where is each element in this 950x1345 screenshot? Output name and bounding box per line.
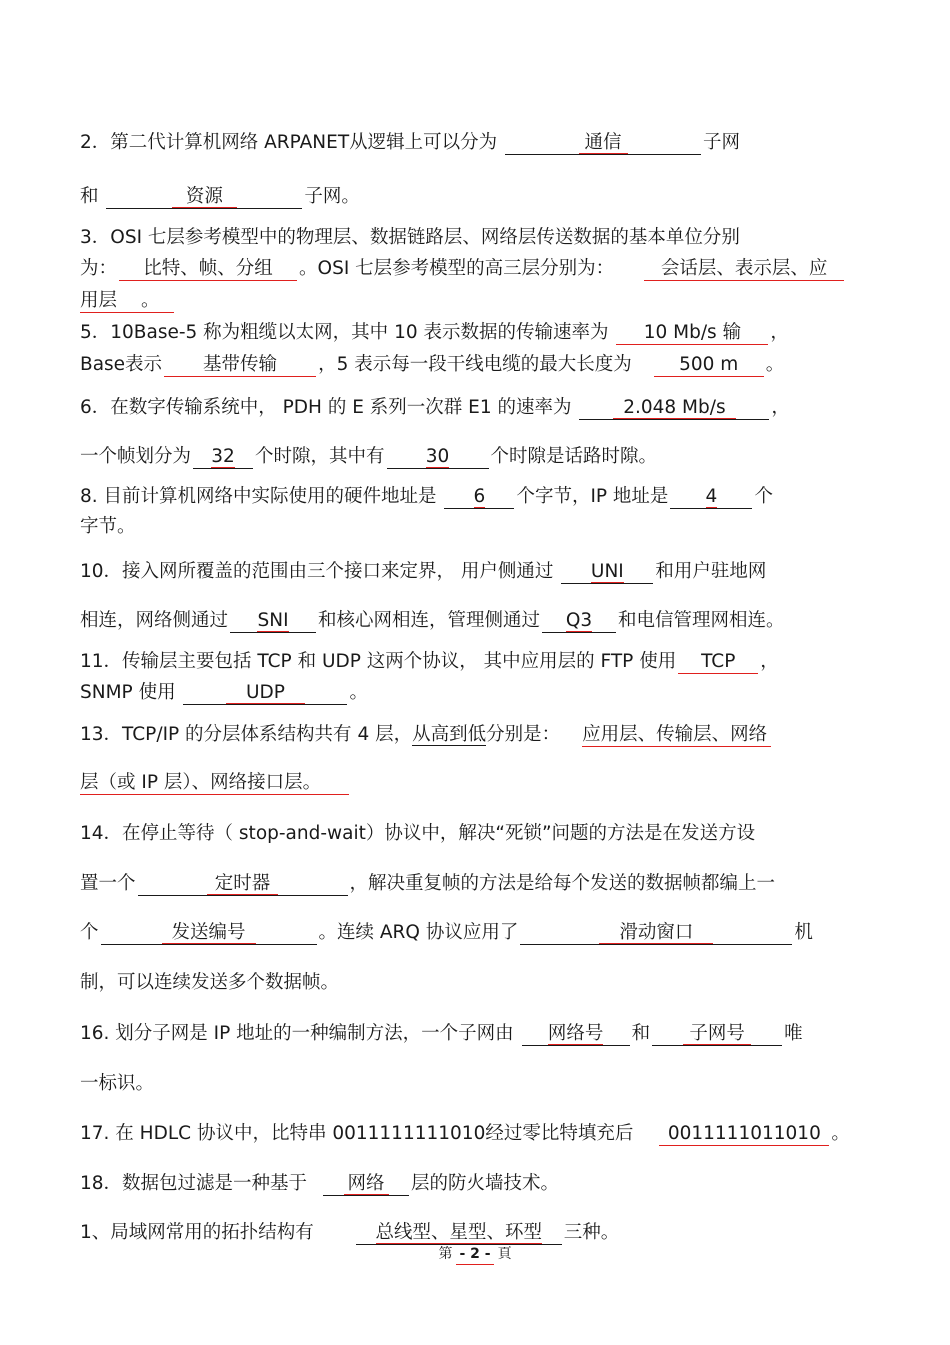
answer-text: 10 Mb/s 输 <box>616 322 768 345</box>
question-text: 一标识。 <box>80 1073 155 1094</box>
question-text: ， <box>770 322 789 343</box>
question-text: 。 <box>349 682 368 703</box>
question-text: 3．OSI 七层参考模型中的物理层、数据链路层、网络层传送数据的基本单位分别 <box>80 227 740 248</box>
answer-blank <box>356 1222 562 1245</box>
answer-text: 通信 <box>579 132 628 154</box>
answer-blank <box>101 922 317 945</box>
question-text: 一个帧划分为 <box>80 446 192 467</box>
question-3-line-2 <box>80 256 870 282</box>
question-16-line-1 <box>80 1021 870 1047</box>
question-text: 字节。 <box>80 516 136 537</box>
answer-text: 网络号 <box>547 1023 604 1044</box>
question-text: 分别是： <box>486 724 561 745</box>
question-text: ， <box>771 397 790 418</box>
question-10-line-2 <box>80 608 870 634</box>
answer-text: 用层 <box>80 290 118 311</box>
answer-text: TCP <box>678 651 758 674</box>
answer-blank <box>323 1173 409 1196</box>
question-text: 1、局域网常用的拓扑结构有 <box>80 1222 314 1243</box>
answer-blank <box>230 610 316 633</box>
page-number: - 2 - <box>456 1244 493 1265</box>
question-text: 18．数据包过滤是一种基于 <box>80 1173 308 1194</box>
answer-text: 基带传输 <box>164 354 316 377</box>
question-16-line-2 <box>80 1071 870 1097</box>
answer-blank <box>106 186 302 209</box>
question-text: 。 <box>117 290 174 313</box>
answer-text: 应用层、传输层、网络 <box>582 724 771 747</box>
question-text: 为： <box>80 258 118 279</box>
answer-blank <box>652 1023 782 1046</box>
question-text: 和用户驻地网 <box>655 561 767 582</box>
answer-text: UNI <box>590 561 624 582</box>
question-11-line-1 <box>80 649 870 675</box>
question-text: 子网 <box>703 132 741 153</box>
question-17-line-1 <box>80 1121 870 1147</box>
question-text: ， <box>760 651 779 672</box>
question-text: 6．在数字传输系统中， PDH 的 E 系列一次群 E1 的速率为 <box>80 397 572 418</box>
answer-text: 32 <box>211 446 235 467</box>
question-text: 。 <box>765 354 785 375</box>
question-text: ，5 表示每一段干线电缆的最大长度为 <box>318 354 632 375</box>
question-text: 和 <box>80 186 99 207</box>
answer-blank <box>138 873 348 896</box>
question-5-line-2 <box>80 352 870 378</box>
page-footer <box>0 1244 950 1265</box>
question-text: ，解决重复帧的方法是给每个发送的数据帧都编上一 <box>349 873 776 894</box>
answer-text: 网络 <box>344 1173 389 1195</box>
question-text: 。OSI 七层参考模型的高三层分别为： <box>299 258 615 279</box>
answer-blank <box>522 1023 630 1046</box>
question-text: 个 <box>754 486 773 507</box>
question-10-line-1 <box>80 559 870 585</box>
answer-text: 4 <box>705 486 718 507</box>
question-text: 11．传输层主要包括 TCP 和 UDP 这两个协议， 其中应用层的 FTP 使用 <box>80 651 677 672</box>
question-text: Base表示 <box>80 354 163 375</box>
question-text: 置一个 <box>80 873 136 894</box>
question-text: 。连续 ARQ 协议应用了 <box>318 922 519 943</box>
question-11-line-2 <box>80 680 870 706</box>
answer-text: 定时器 <box>207 873 279 895</box>
answer-blank <box>183 682 347 705</box>
question-1-line-1 <box>80 1220 870 1246</box>
question-text: 机 <box>794 922 813 943</box>
question-text: 2．第二代计算机网络 ARPANET从逻辑上可以分为 <box>80 132 498 153</box>
footer-suffix: 頁 <box>497 1246 512 1262</box>
answer-text: 30 <box>425 446 450 467</box>
question-3-line-3 <box>80 288 870 314</box>
answer-text: 0011111011010 <box>659 1123 829 1146</box>
answer-text: 6 <box>473 486 486 507</box>
answer-blank <box>505 132 701 155</box>
question-2-line-1 <box>80 130 870 156</box>
question-text: 唯 <box>784 1023 803 1044</box>
answer-blank <box>520 922 792 945</box>
question-14-line-4 <box>80 970 870 996</box>
question-text: 13．TCP/IP 的分层体系结构共有 4 层， <box>80 724 413 745</box>
answer-text: 500 m <box>654 354 764 377</box>
question-text: 个时隙是话路时隙。 <box>490 446 658 467</box>
question-text: 10．接入网所覆盖的范围由三个接口来定界， 用户侧通过 <box>80 561 554 582</box>
question-8-line-1 <box>80 484 870 510</box>
question-text: 三种。 <box>563 1222 620 1243</box>
question-text: 制，可以连续发送多个数据帧。 <box>80 972 340 993</box>
question-14-line-2 <box>80 871 870 897</box>
answer-text: 比特、帧、分组 <box>119 258 297 281</box>
question-text: 个 <box>80 922 99 943</box>
answer-text: 会话层、表示层、应 <box>644 258 844 281</box>
question-text: 和电信管理网相连。 <box>618 610 785 631</box>
question-14-line-1 <box>80 821 870 847</box>
question-18-line-1 <box>80 1171 870 1197</box>
question-8-line-2 <box>80 514 870 540</box>
question-text: SNMP 使用 <box>80 682 176 703</box>
answer-text: 滑动窗口 <box>599 922 713 944</box>
answer-blank <box>444 486 514 509</box>
question-6-line-1 <box>80 395 870 421</box>
footer-prefix: 第 <box>438 1246 453 1262</box>
answer-blank <box>579 397 769 420</box>
question-6-line-2 <box>80 444 870 470</box>
answer-text: Q3 <box>565 610 593 631</box>
answer-text: 资源 <box>172 186 237 208</box>
question-text: 和核心网相连，管理侧通过 <box>318 610 541 631</box>
answer-text: UDP <box>226 682 305 704</box>
question-text: 层的防火墙技术。 <box>411 1173 560 1194</box>
question-text-underlined: 从高到低 <box>412 724 487 745</box>
question-14-line-3 <box>80 920 870 946</box>
question-5-line-1 <box>80 320 870 346</box>
question-13-line-2 <box>80 770 870 796</box>
question-text: 个时隙，其中有 <box>255 446 385 467</box>
answer-text: 2.048 Mb/s <box>613 397 735 419</box>
question-2-line-2 <box>80 184 870 210</box>
question-text: 17. 在 HDLC 协议中，比特串 0011111111010经过零比特填充后 <box>80 1123 634 1144</box>
question-text: 8. 目前计算机网络中实际使用的硬件地址是 <box>80 486 437 507</box>
question-text: 16. 划分子网是 IP 地址的一种编制方法，一个子网由 <box>80 1023 514 1044</box>
answer-blank <box>670 486 752 509</box>
answer-text: 层（或 IP 层）、网络接口层。 <box>80 772 349 795</box>
answer-blank <box>561 561 653 584</box>
answer-text: 子网号 <box>683 1023 751 1045</box>
question-text: 子网。 <box>304 186 360 207</box>
answer-text: SNI <box>257 610 289 631</box>
answer-blank <box>542 610 616 633</box>
answer-text: 总线型、星型、环型 <box>375 1222 543 1243</box>
question-text: 。 <box>831 1123 850 1144</box>
question-text: 和 <box>631 1023 651 1044</box>
answer-blank <box>387 446 489 469</box>
question-text: 个字节，IP 地址是 <box>516 486 669 507</box>
answer-text: 发送编号 <box>162 922 256 944</box>
question-13-line-1 <box>80 722 870 748</box>
answer-blank <box>193 446 253 469</box>
question-text: 相连，网络侧通过 <box>80 610 229 631</box>
question-3-line-1 <box>80 225 870 251</box>
question-text: 14．在停止等待（ stop-and-wait）协议中，解决“死锁”问题的方法是在发送方设 <box>80 823 756 844</box>
question-text: 5．10Base-5 称为粗缆以太网，其中 10 表示数据的传输速率为 <box>80 322 609 343</box>
